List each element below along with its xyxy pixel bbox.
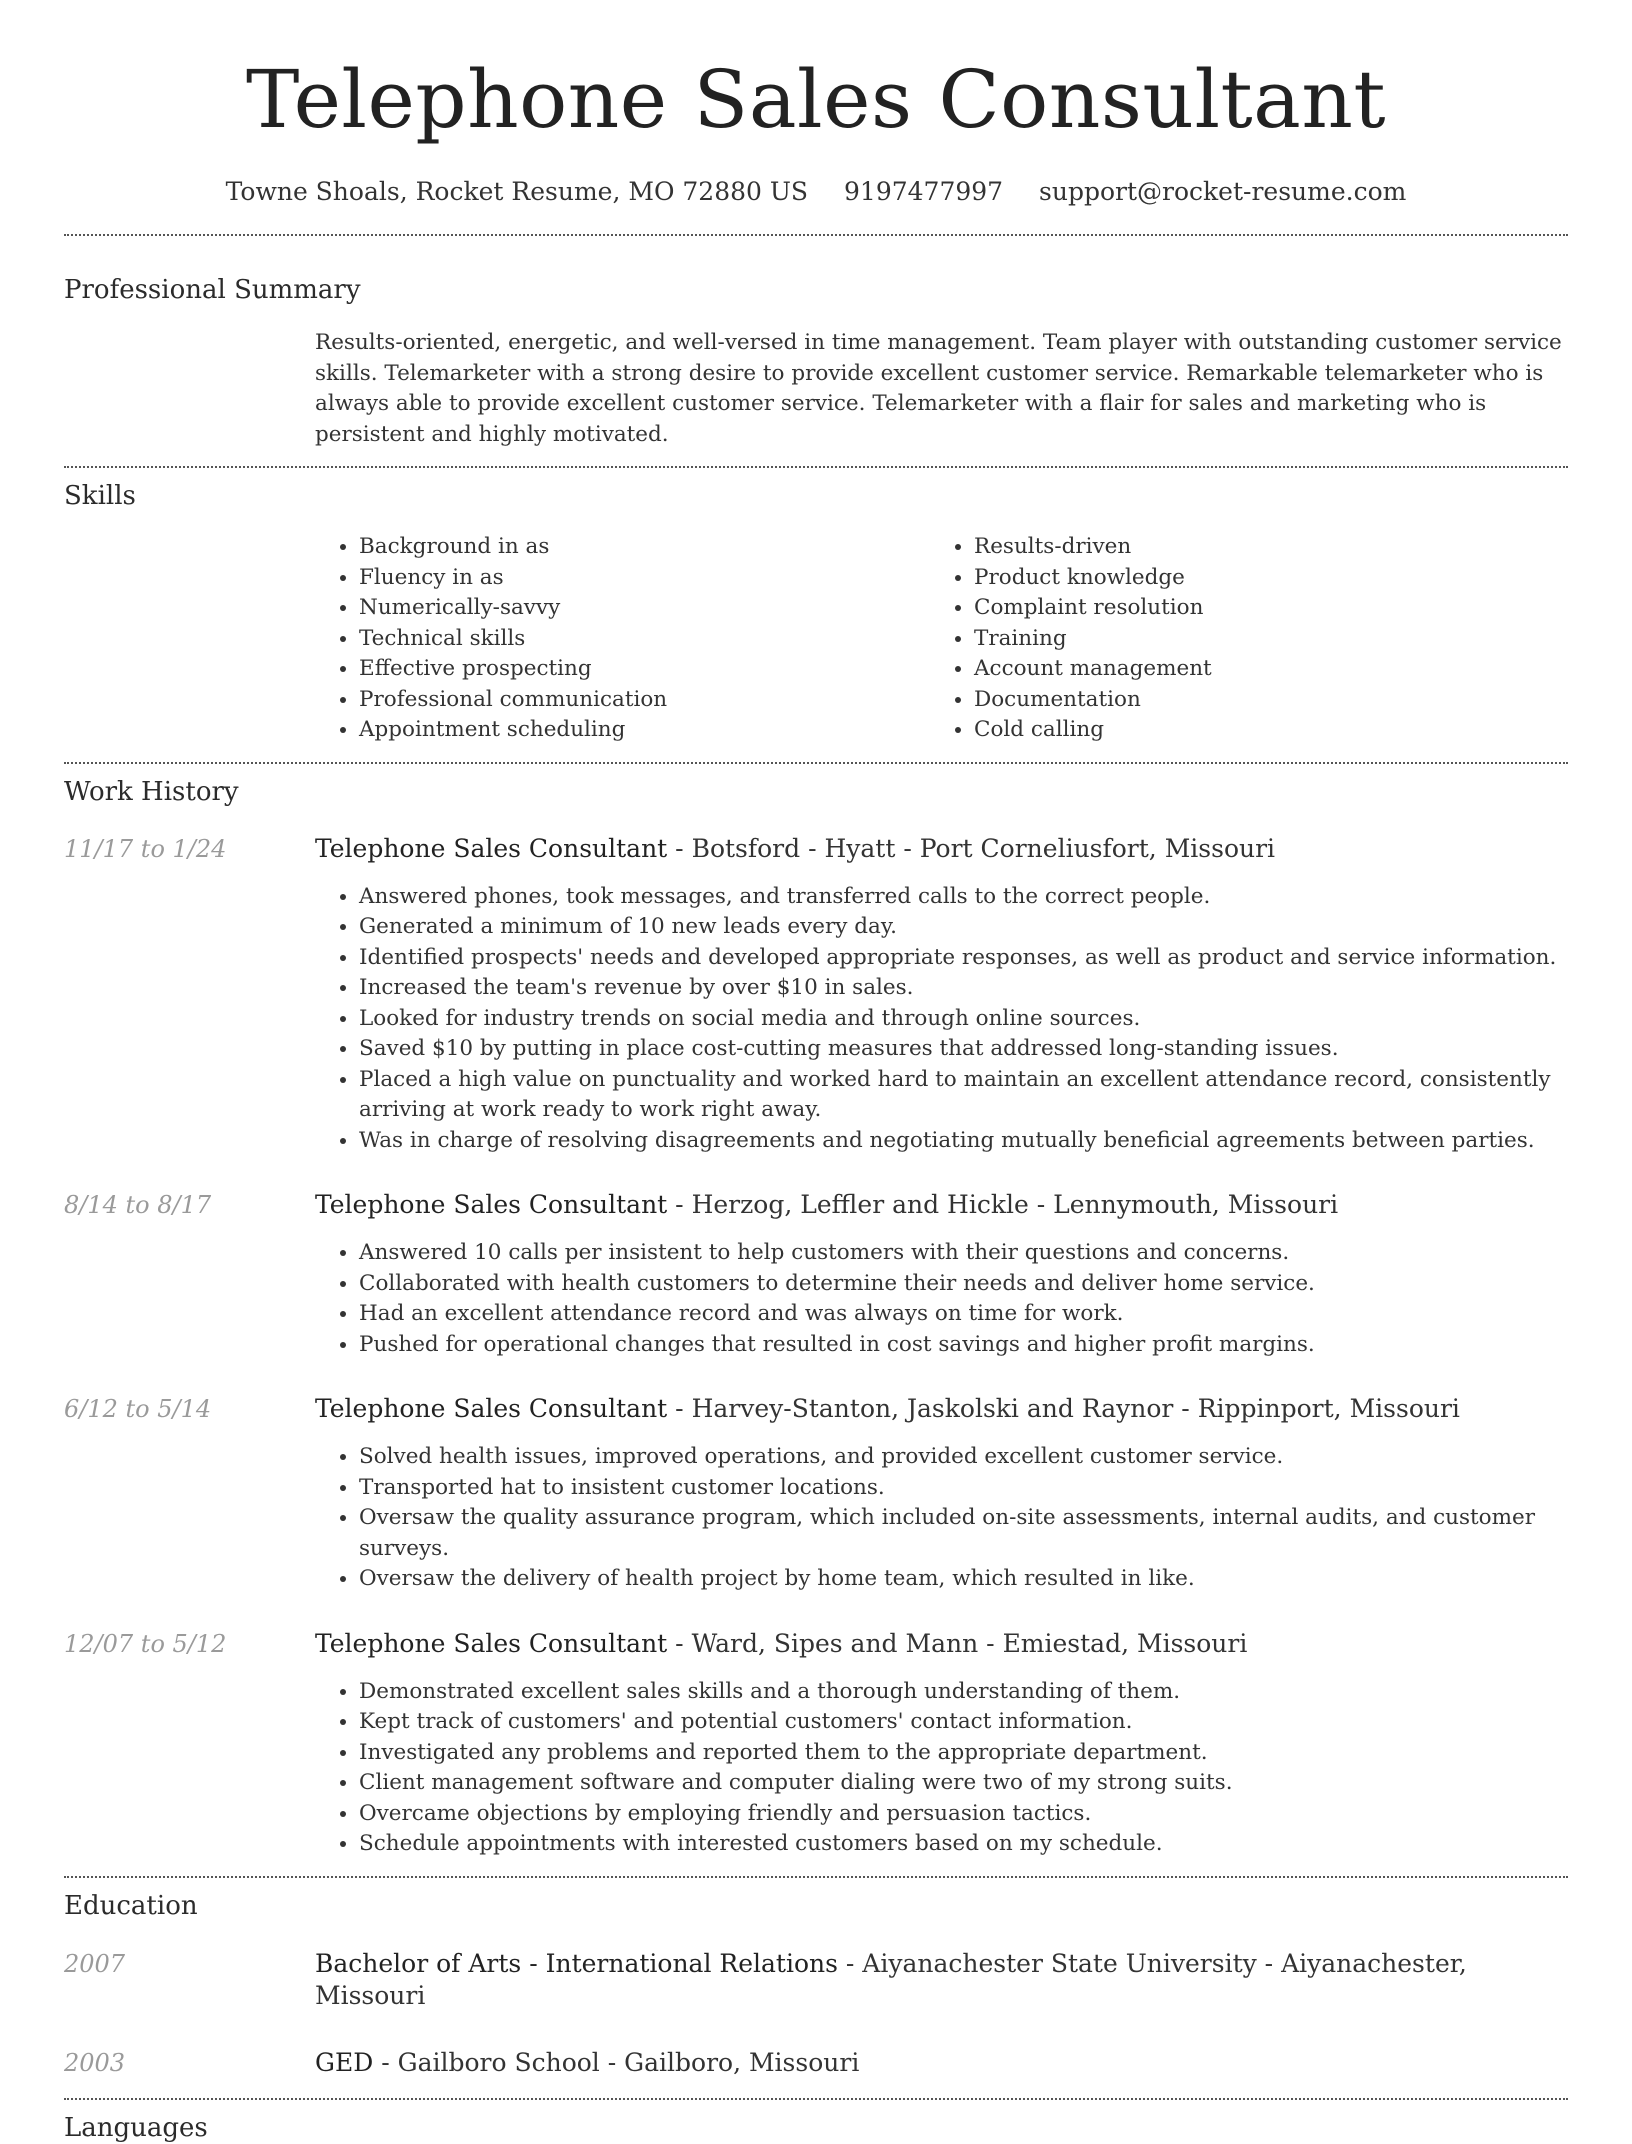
job-dates: 12/07 to 5/12 [64, 1629, 227, 1658]
job-bullet-list [315, 1442, 1568, 1595]
contact-address: Towne Shoals, Rocket Resume, MO 72880 US [225, 177, 809, 206]
job-title: Telephone Sales Consultant [315, 1190, 668, 1219]
separator: - [667, 1628, 692, 1658]
summary-text: Results-oriented, energetic, and well-versed in time management. Team player with outstanding customer service skills. Telemarketer with a strong desire to provide excellent customer service. Remarkable telemarketer who is always able to provide excellent customer service. Telemarketer with a flair for sales and marketing who is persistent and highly motivated. [315, 330, 1562, 447]
list-item: • Oversaw the delivery of health project by home team, which resulted in like. [359, 1564, 1568, 1595]
list-item: • Was in charge of resolving disagreements and negotiating mutually beneficial agreements between parties. [359, 1126, 1568, 1157]
list-item: • Answered 10 calls per insistent to help customers with their questions and concerns. [359, 1238, 1568, 1269]
contact-line [64, 176, 1568, 208]
job-bullet-list [315, 882, 1568, 1157]
skills-heading: Skills [64, 481, 136, 511]
languages-heading: Languages [64, 2112, 208, 2143]
languages-section [64, 2100, 1568, 2144]
job-bullet-list [315, 1238, 1568, 1360]
job-bullets [315, 1238, 1568, 1360]
job-dates: 8/14 to 8/17 [64, 1191, 212, 1219]
job-location: Port Corneliusfort, Missouri [919, 833, 1276, 863]
list-item: • Fluency in as [359, 563, 930, 594]
list-item: • Increased the team's revenue by over $10 in sales. [359, 973, 1568, 1004]
job-title: Telephone Sales Consultant [315, 1394, 668, 1423]
list-item: • Background in as [359, 532, 930, 563]
list-item: • Identified prospects' needs and developed appropriate responses, as well as product and service information. [359, 943, 1568, 974]
skills-list-right [930, 532, 1568, 746]
list-item: • Investigated any problems and reported them to the appropriate department. [359, 1738, 1568, 1769]
list-item: • Appointment scheduling [359, 715, 930, 746]
list-item: • Looked for industry trends on social media and through online sources. [359, 1004, 1568, 1035]
skills-grid [315, 532, 1568, 746]
list-item: • Solved health issues, improved operations, and provided excellent customer service. [359, 1442, 1568, 1473]
skills-body [315, 532, 1568, 746]
list-item: • Collaborated with health customers to determine their needs and deliver home service. [359, 1269, 1568, 1300]
job-heading [315, 1393, 1568, 1425]
resume-name: Telephone Sales Consultant [245, 53, 1387, 146]
separator: - [1173, 1394, 1198, 1423]
job-bullets [315, 882, 1568, 1157]
education-details: - Aiyanachester State University - Aiyanachester, Missouri [315, 1948, 1467, 2010]
job-dates: 6/12 to 5/14 [64, 1395, 212, 1423]
list-item: • Training [974, 624, 1568, 655]
list-item: • Placed a high value on punctuality and worked hard to maintain an excellent attendance record, consistently arriving at work ready to work right away. [359, 1065, 1568, 1126]
summary-body [315, 328, 1568, 450]
list-item: • Schedule appointments with interested customers based on my schedule. [359, 1829, 1568, 1860]
list-item: • Demonstrated excellent sales skills and a thorough understanding of them. [359, 1677, 1568, 1708]
education-entry [315, 2047, 1568, 2079]
job-title: Telephone Sales Consultant [315, 833, 668, 863]
list-item: • Saved $10 by putting in place cost-cutting measures that addressed long-standing issues. [359, 1034, 1568, 1065]
list-item: • Documentation [974, 685, 1568, 716]
education-heading: Education [64, 1890, 198, 1921]
job-heading [315, 833, 1568, 865]
job-title: Telephone Sales Consultant [315, 1628, 668, 1658]
list-item: • Results-driven [974, 532, 1568, 563]
education-details: - Gailboro School - Gailboro, Missouri [373, 2047, 860, 2077]
skills-section [64, 468, 1568, 746]
list-item: • Technical skills [359, 624, 930, 655]
separator: - [1028, 1190, 1054, 1219]
list-item: • Complaint resolution [974, 593, 1568, 624]
job-heading [315, 1628, 1568, 1660]
list-item: • Pushed for operational changes that resulted in cost savings and higher profit margins. [359, 1330, 1568, 1361]
work-section [64, 764, 1568, 1860]
list-item: • Effective prospecting [359, 654, 930, 685]
list-item: • Generated a minimum of 10 new leads every day. [359, 912, 1568, 943]
list-item: • Kept track of customers' and potential customers' contact information. [359, 1707, 1568, 1738]
separator: - [978, 1628, 1003, 1658]
separator: - [667, 1190, 692, 1219]
separator: - [895, 833, 920, 863]
education-year: 2007 [64, 1949, 126, 1978]
work-heading: Work History [64, 776, 239, 807]
job-bullet-list [315, 1677, 1568, 1860]
separator: - [667, 1394, 692, 1423]
job-bullets [315, 1677, 1568, 1860]
contact-email: support@rocket-resume.com [1039, 177, 1407, 206]
education-year: 2003 [64, 2048, 126, 2077]
list-item: • Transported hat to insistent customer locations. [359, 1473, 1568, 1504]
summary-heading: Professional Summary [64, 275, 361, 305]
education-entry [315, 1948, 1568, 2012]
list-item: • Product knowledge [974, 563, 1568, 594]
education-section [64, 1878, 1568, 2079]
job-dates: 11/17 to 1/24 [64, 834, 227, 863]
list-item: • Cold calling [974, 715, 1568, 746]
list-item: • Client management software and computer dialing were two of my strong suits. [359, 1768, 1568, 1799]
job-location: Rippinport, Missouri [1197, 1394, 1460, 1423]
job-company: Ward, Sipes and Mann [691, 1628, 979, 1658]
job-company: Harvey-Stanton, Jaskolski and Raynor [691, 1394, 1174, 1423]
skills-list-left [315, 532, 930, 746]
list-item: • Numerically-savvy [359, 593, 930, 624]
list-item: • Overcame objections by employing friendly and persuasion tactics. [359, 1799, 1568, 1830]
job-company: Herzog, Leffler and Hickle [691, 1190, 1029, 1219]
job-location: Lennymouth, Missouri [1053, 1190, 1339, 1219]
education-degree: GED [315, 2047, 374, 2077]
job-location: Emiestad, Missouri [1002, 1628, 1248, 1658]
summary-section [64, 236, 1568, 450]
separator: - [667, 833, 692, 863]
job-heading [315, 1189, 1568, 1221]
list-item: • Oversaw the quality assurance program, which included on-site assessments, internal audits, and customer surveys. [359, 1503, 1568, 1564]
job-company: Botsford - Hyatt [691, 833, 896, 863]
list-item: • Account management [974, 654, 1568, 685]
contact-phone: 9197477997 [844, 177, 1004, 206]
list-item: • Answered phones, took messages, and transferred calls to the correct people. [359, 882, 1568, 913]
list-item: • Professional communication [359, 685, 930, 716]
job-bullets [315, 1442, 1568, 1595]
education-degree: Bachelor of Arts - International Relations [315, 1948, 838, 1978]
list-item: • Had an excellent attendance record and was always on time for work. [359, 1299, 1568, 1330]
